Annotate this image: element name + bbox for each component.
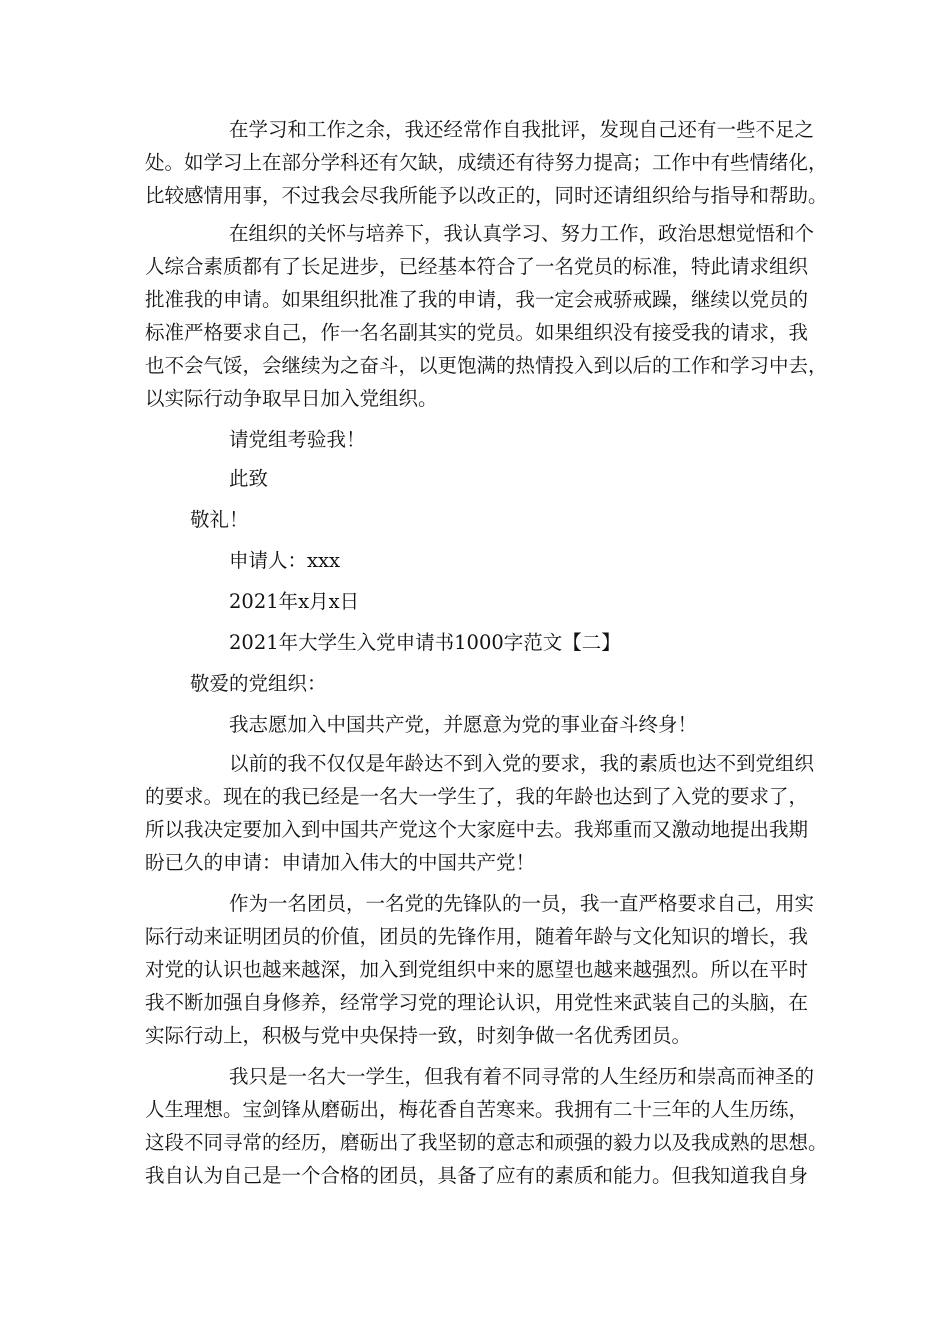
paragraph-league-member xyxy=(145,887,815,1052)
closing-jingli: 敬礼！ xyxy=(190,508,249,531)
applicant-signature: 申请人：xxx xyxy=(229,549,340,572)
paragraph-background xyxy=(145,747,815,879)
paragraph-request-approval xyxy=(145,217,828,415)
text-line: 批准我的申请。如果组织批准了我的申请，我一定会戒骄戒躁，继续以党员的 xyxy=(145,288,809,311)
application-date: 2021年x月x日 xyxy=(229,590,360,613)
second-essay-title: 2021年大学生入党申请书1000字范文【二】 xyxy=(229,631,621,654)
text-line: 对党的认识也越来越深，加入到党组织中来的愿望也越来越强烈。所以在平时 xyxy=(145,958,809,981)
text-line: 这段不同寻常的经历，磨砺出了我坚韧的意志和顽强的毅力以及我成熟的思想。 xyxy=(145,1131,828,1154)
salutation: 敬爱的党组织： xyxy=(190,672,327,695)
text-line: 我不断加强自身修养，经常学习党的理论认识，用党性来武装自己的头脑，在 xyxy=(145,991,809,1014)
text-line: 以前的我不仅仅是年龄达不到入党的要求，我的素质也达不到党组织 xyxy=(229,752,815,775)
text-line: 以实际行动争取早日加入党组织。 xyxy=(145,387,438,410)
text-line: 人综合素质都有了长足进步，已经基本符合了一名党员的标准，特此请求组织 xyxy=(145,255,809,278)
vow-statement: 我志愿加入中国共产党，并愿意为党的事业奋斗终身！ xyxy=(229,713,698,736)
text-line: 在学习和工作之余，我还经常作自我批评，发现自己还有一些不足之 xyxy=(229,118,815,141)
text-line: 标准严格要求自己，作一名名副其实的党员。如果组织没有接受我的请求，我 xyxy=(145,321,809,344)
paragraph-self-criticism xyxy=(145,113,828,212)
text-line: 际行动来证明团员的价值，团员的先锋作用，随着年龄与文化知识的增长，我 xyxy=(145,925,809,948)
text-line: 盼已久的申请：申请加入伟大的中国共产党！ xyxy=(145,851,536,874)
text-line: 比较感情用事，不过我会尽我所能予以改正的，同时还请组织给与指导和帮助。 xyxy=(145,184,828,207)
closing-cizhi: 此致 xyxy=(229,467,269,490)
text-line: 也不会气馁，会继续为之奋斗，以更饱满的热情投入到以后的工作和学习中去， xyxy=(145,354,828,377)
text-line: 我只是一名大一学生，但我有着不同寻常的人生经历和崇高而神圣的 xyxy=(229,1065,815,1088)
paragraph-life-experience xyxy=(145,1060,828,1192)
text-line: 处。如学习上在部分学科还有欠缺，成绩还有待努力提高；工作中有些情绪化， xyxy=(145,151,828,174)
text-line: 实际行动上，积极与党中央保持一致，时刻争做一名优秀团员。 xyxy=(145,1024,692,1047)
text-line: 我自认为自己是一个合格的团员，具备了应有的素质和能力。但我知道我自身 xyxy=(145,1164,809,1187)
text-line: 的要求。现在的我已经是一名大一学生了，我的年龄也达到了入党的要求了， xyxy=(145,785,809,808)
text-line: 作为一名团员，一名党的先锋队的一员，我一直严格要求自己，用实 xyxy=(229,892,815,915)
text-line: 所以我决定要加入到中国共产党这个大家庭中去。我郑重而又激动地提出我期 xyxy=(145,818,809,841)
text-line: 在组织的关怀与培养下，我认真学习、努力工作，政治思想觉悟和个 xyxy=(229,222,815,245)
closing-request: 请党组考验我！ xyxy=(229,428,366,451)
text-line: 人生理想。宝剑锋从磨砺出，梅花香自苦寒来。我拥有二十三年的人生历练， xyxy=(145,1098,809,1121)
